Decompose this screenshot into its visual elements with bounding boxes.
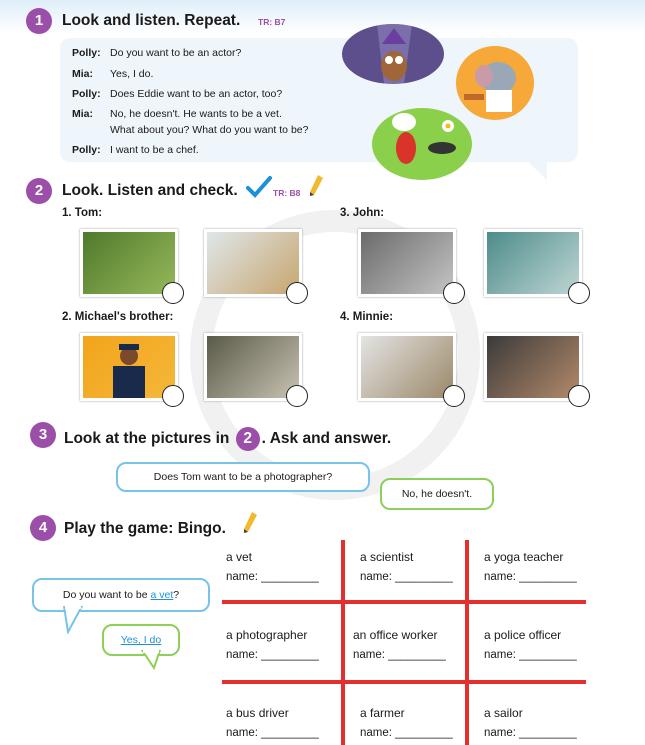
check-circle[interactable] [568, 282, 590, 304]
section-3-title-end: . Ask and answer. [261, 430, 392, 447]
check-circle[interactable] [443, 282, 465, 304]
question-bubble: Does Tom want to be a photographer? [116, 462, 370, 492]
pencil-icon [308, 175, 324, 197]
check-circle[interactable] [286, 385, 308, 407]
section-3-title [64, 427, 391, 451]
dialog-line: Mia: Yes, I do. [72, 68, 154, 80]
checkmark-icon [246, 176, 272, 198]
chef-photo [358, 333, 456, 401]
actor-character-image [342, 24, 444, 84]
check-circle[interactable] [443, 385, 465, 407]
bingo-cell-name: name: _________ [226, 727, 319, 739]
parrot-chef-icon [372, 108, 472, 180]
bingo-cell-word: a vet [226, 550, 253, 564]
section-4-number: 4 [30, 515, 56, 541]
bingo-cell-name: name: _________ [226, 571, 319, 583]
item-label-michaels-brother: 2. Michael's brother: [62, 311, 174, 323]
section-4-title: Play the game: Bingo. [64, 520, 226, 537]
bingo-cell-name: name: _________ [226, 649, 319, 661]
bubble-tail-icon [62, 606, 86, 634]
bingo-cell-word: a scientist [360, 550, 414, 564]
bingo-cell-name: name: _________ [484, 727, 577, 739]
photographer-photo [484, 229, 582, 297]
bingo-cell-name: name: _________ [360, 571, 453, 583]
dialog-line: Polly: I want to be a chef. [72, 144, 199, 156]
section-1-number: 1 [26, 8, 52, 34]
check-circle[interactable] [568, 385, 590, 407]
bubble-tail-icon [140, 650, 164, 670]
bingo-grid-line [465, 540, 469, 745]
bingo-question-fill: a vet [150, 589, 174, 601]
section-2-number: 2 [26, 178, 52, 204]
check-circle[interactable] [286, 282, 308, 304]
bingo-answer-bubble: Yes, I do [102, 624, 180, 656]
vet-character-image [456, 46, 534, 120]
bingo-cell-word: a police officer [484, 628, 562, 642]
dialog-line: Mia: No, he doesn't. He wants to be a vet. [72, 108, 282, 120]
bingo-cell-name: name: _________ [353, 649, 446, 661]
pencil-icon [242, 512, 258, 534]
section-3-number: 3 [30, 422, 56, 448]
section-3-ref-number: 2 [236, 427, 260, 451]
section-2-track: TR: B8 [273, 188, 301, 198]
section-1-track: TR: B7 [258, 17, 286, 27]
owl-actor-icon [342, 24, 444, 84]
bingo-grid-line [222, 600, 586, 604]
bingo-question-bubble [32, 578, 210, 612]
item-label-minnie: 4. Minnie: [340, 311, 394, 323]
bingo-cell-word: an office worker [353, 628, 438, 642]
driver-photo [358, 229, 456, 297]
bingo-cell-word: a yoga teacher [484, 550, 564, 564]
bingo-cell-name: name: _________ [484, 571, 577, 583]
bingo-cell-word: a photographer [226, 628, 308, 642]
bingo-cell-word: a farmer [360, 706, 405, 720]
dialog-line: Polly: Does Eddie want to be an actor, too? [72, 88, 283, 100]
elephant-vet-icon [456, 46, 534, 120]
section-1-title: Look and listen. Repeat. [62, 12, 241, 29]
check-circle[interactable] [162, 282, 184, 304]
bingo-grid-line [222, 680, 586, 684]
section-2-title: Look. Listen and check. [62, 182, 238, 199]
dialog-line: Polly: Do you want to be an actor? [72, 47, 242, 59]
dialog-line: What about you? What do you want to be? [110, 124, 309, 136]
check-circle[interactable] [162, 385, 184, 407]
section-3-title-start: Look at the pictures in [64, 430, 230, 447]
bingo-question-text: Do you want to be [62, 589, 148, 601]
bingo-cell-word: a sailor [484, 706, 523, 720]
bingo-grid-line [341, 540, 345, 745]
bingo-cell-name: name: _________ [360, 727, 453, 739]
hairdresser-photo [484, 333, 582, 401]
item-label-tom: 1. Tom: [62, 207, 103, 219]
item-label-john: 3. John: [340, 207, 385, 219]
bingo-question-mark: ? [173, 589, 180, 601]
answer-bubble: No, he doesn't. [380, 478, 494, 510]
chef-character-image [372, 108, 472, 180]
bingo-cell-name: name: _________ [484, 649, 577, 661]
bingo-cell-word: a bus driver [226, 706, 289, 720]
